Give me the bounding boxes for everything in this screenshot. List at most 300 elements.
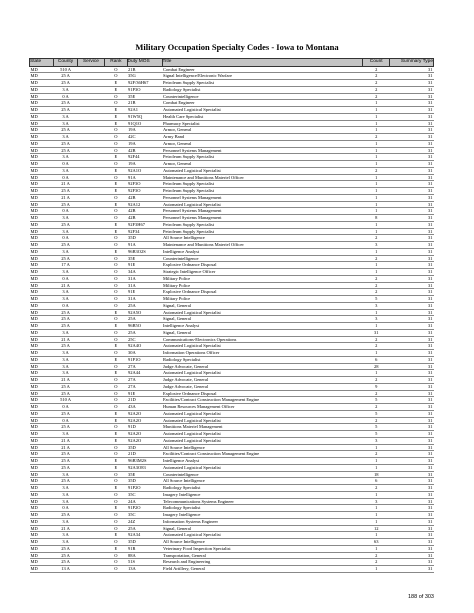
cell-title: Communications-Electronics Operations: [162, 336, 362, 343]
cell-service: [77, 282, 105, 289]
cell-rank: E: [105, 154, 127, 161]
cell-title: Intelligence Analyst: [162, 248, 362, 255]
column-header-county: County: [54, 59, 77, 67]
cell-service: [77, 86, 105, 93]
cell-count: 2: [362, 73, 390, 80]
cell-service: [77, 228, 105, 235]
cell-state: MD: [30, 498, 54, 505]
cell-title: Explosive Ordnance Disposal: [162, 390, 362, 397]
cell-count: 1: [362, 100, 390, 107]
cell-summary-type: 31: [390, 80, 434, 87]
table-row: [30, 491, 434, 498]
cell-service: [77, 329, 105, 336]
cell-duty-mos: 19A: [127, 127, 162, 134]
table-row: [30, 100, 434, 107]
table-row: [30, 140, 434, 147]
cell-duty-mos: 91P2O: [127, 485, 162, 492]
cell-service: [77, 505, 105, 512]
cell-title: Radiology Specialist: [162, 505, 362, 512]
table-row: [30, 161, 434, 168]
cell-duty-mos: 30A: [127, 350, 162, 357]
column-header-rank: Rank: [105, 59, 127, 67]
cell-title: Judge Advocate, General: [162, 383, 362, 390]
cell-duty-mos: 35D: [127, 478, 162, 485]
cell-state: MD: [30, 478, 54, 485]
cell-county: 3 A: [54, 532, 77, 539]
cell-state: MD: [30, 161, 54, 168]
cell-service: [77, 559, 105, 566]
table-row: [30, 485, 434, 492]
cell-county: 3 A: [54, 363, 77, 370]
cell-count: 1: [362, 491, 390, 498]
cell-count: 3: [362, 437, 390, 444]
cell-rank: O: [105, 208, 127, 215]
column-header-title: Title: [162, 59, 362, 67]
cell-state: MD: [30, 458, 54, 465]
cell-service: [77, 167, 105, 174]
cell-county: 510 A: [54, 66, 77, 73]
cell-county: 25 A: [54, 255, 77, 262]
cell-summary-type: 31: [390, 404, 434, 411]
cell-duty-mos: 92A2O: [127, 431, 162, 438]
cell-service: [77, 552, 105, 559]
cell-summary-type: 31: [390, 296, 434, 303]
cell-county: 3 A: [54, 154, 77, 161]
cell-service: [77, 66, 105, 73]
cell-duty-mos: 91W5Q: [127, 113, 162, 120]
cell-rank: E: [105, 356, 127, 363]
column-header-state: State: [30, 59, 54, 67]
table-row: [30, 80, 434, 87]
cell-summary-type: 31: [390, 302, 434, 309]
cell-service: [77, 208, 105, 215]
cell-summary-type: 31: [390, 491, 434, 498]
table-row: [30, 262, 434, 269]
cell-count: 1: [362, 161, 390, 168]
table-row: [30, 424, 434, 431]
table-row: [30, 545, 434, 552]
cell-duty-mos: 92A2O: [127, 410, 162, 417]
cell-county: 25 A: [54, 383, 77, 390]
table-row: [30, 417, 434, 424]
cell-state: MD: [30, 93, 54, 100]
table-row: [30, 525, 434, 532]
cell-rank: E: [105, 107, 127, 114]
cell-duty-mos: 21B: [127, 66, 162, 73]
cell-state: MD: [30, 437, 54, 444]
cell-count: 5: [362, 424, 390, 431]
cell-count: 2: [362, 167, 390, 174]
cell-summary-type: 31: [390, 113, 434, 120]
cell-count: 1: [362, 107, 390, 114]
cell-duty-mos: 92A1: [127, 107, 162, 114]
cell-service: [77, 417, 105, 424]
cell-duty-mos: 42C: [127, 134, 162, 141]
cell-state: MD: [30, 350, 54, 357]
cell-count: 31: [362, 329, 390, 336]
cell-rank: O: [105, 140, 127, 147]
cell-rank: O: [105, 363, 127, 370]
cell-rank: O: [105, 478, 127, 485]
cell-county: 25 A: [54, 316, 77, 323]
cell-count: 8: [362, 215, 390, 222]
cell-count: 5: [362, 296, 390, 303]
cell-summary-type: 31: [390, 559, 434, 566]
cell-county: 3 A: [54, 498, 77, 505]
cell-rank: E: [105, 431, 127, 438]
cell-county: 510 A: [54, 397, 77, 404]
cell-service: [77, 363, 105, 370]
cell-count: 2: [362, 417, 390, 424]
cell-state: MD: [30, 127, 54, 134]
cell-count: 2: [362, 282, 390, 289]
cell-state: MD: [30, 262, 54, 269]
cell-duty-mos: 91A: [127, 174, 162, 181]
cell-state: MD: [30, 316, 54, 323]
cell-rank: O: [105, 93, 127, 100]
cell-service: [77, 390, 105, 397]
table-row: [30, 316, 434, 323]
cell-rank: E: [105, 437, 127, 444]
cell-rank: O: [105, 134, 127, 141]
cell-duty-mos: 35E: [127, 93, 162, 100]
cell-county: 3 A: [54, 350, 77, 357]
cell-duty-mos: 92A5O: [127, 309, 162, 316]
cell-service: [77, 370, 105, 377]
cell-service: [77, 242, 105, 249]
table-row: [30, 208, 434, 215]
cell-duty-mos: 91E: [127, 390, 162, 397]
table-row: [30, 552, 434, 559]
cell-summary-type: 31: [390, 410, 434, 417]
table-row: [30, 458, 434, 465]
cell-summary-type: 31: [390, 221, 434, 228]
cell-title: Military Police: [162, 282, 362, 289]
cell-title: Pharmacy Specialist: [162, 120, 362, 127]
cell-rank: E: [105, 188, 127, 195]
cell-state: MD: [30, 424, 54, 431]
cell-duty-mos: 35D: [127, 539, 162, 546]
cell-count: 2: [362, 289, 390, 296]
cell-rank: O: [105, 397, 127, 404]
cell-summary-type: 31: [390, 363, 434, 370]
cell-service: [77, 201, 105, 208]
cell-summary-type: 31: [390, 370, 434, 377]
cell-duty-mos: 92A2O: [127, 417, 162, 424]
cell-county: 25 A: [54, 188, 77, 195]
cell-summary-type: 31: [390, 539, 434, 546]
cell-duty-mos: 35D: [127, 235, 162, 242]
cell-state: MD: [30, 302, 54, 309]
cell-duty-mos: 25A: [127, 329, 162, 336]
cell-count: 2: [362, 235, 390, 242]
cell-county: 25 A: [54, 458, 77, 465]
cell-title: Personnel Systems Management: [162, 194, 362, 201]
table-row: [30, 363, 434, 370]
table-row: [30, 147, 434, 154]
cell-summary-type: 31: [390, 235, 434, 242]
cell-title: Maintenance and Munitions Materiel Officer: [162, 174, 362, 181]
cell-state: MD: [30, 100, 54, 107]
cell-state: MD: [30, 539, 54, 546]
cell-title: Explosive Ordnance Disposal: [162, 262, 362, 269]
table-row: [30, 194, 434, 201]
cell-summary-type: 31: [390, 336, 434, 343]
cell-service: [77, 140, 105, 147]
cell-service: [77, 113, 105, 120]
cell-rank: O: [105, 161, 127, 168]
cell-state: MD: [30, 404, 54, 411]
cell-count: 1: [362, 464, 390, 471]
table-row: [30, 377, 434, 384]
cell-service: [77, 262, 105, 269]
cell-state: MD: [30, 154, 54, 161]
cell-duty-mos: 24A: [127, 498, 162, 505]
cell-title: Armor, General: [162, 140, 362, 147]
cell-count: 2: [362, 86, 390, 93]
cell-summary-type: 31: [390, 552, 434, 559]
table-row: [30, 383, 434, 390]
cell-count: 2: [362, 275, 390, 282]
cell-service: [77, 309, 105, 316]
cell-state: MD: [30, 194, 54, 201]
cell-state: MD: [30, 566, 54, 573]
table-row: [30, 282, 434, 289]
cell-county: 25 A: [54, 127, 77, 134]
cell-rank: O: [105, 127, 127, 134]
cell-duty-mos: 92A1O: [127, 167, 162, 174]
cell-state: MD: [30, 410, 54, 417]
cell-title: Radiology Specialist: [162, 356, 362, 363]
cell-county: 0 A: [54, 302, 77, 309]
cell-county: 3 A: [54, 431, 77, 438]
cell-state: MD: [30, 275, 54, 282]
cell-title: Combat Engineer: [162, 66, 362, 73]
cell-county: 25 A: [54, 559, 77, 566]
cell-count: 3: [362, 302, 390, 309]
cell-rank: O: [105, 525, 127, 532]
cell-summary-type: 31: [390, 167, 434, 174]
cell-service: [77, 397, 105, 404]
cell-title: Armor, General: [162, 161, 362, 168]
cell-count: 5: [362, 397, 390, 404]
cell-count: 5: [362, 410, 390, 417]
cell-summary-type: 31: [390, 383, 434, 390]
cell-title: Signal, General: [162, 316, 362, 323]
cell-state: MD: [30, 431, 54, 438]
cell-state: MD: [30, 532, 54, 539]
cell-title: Counterintelligence: [162, 471, 362, 478]
cell-duty-mos: 25C: [127, 336, 162, 343]
cell-title: Counterintelligence: [162, 93, 362, 100]
cell-count: 1: [362, 140, 390, 147]
cell-state: MD: [30, 329, 54, 336]
cell-summary-type: 31: [390, 248, 434, 255]
cell-state: MD: [30, 356, 54, 363]
table-row: [30, 471, 434, 478]
table-row: [30, 181, 434, 188]
cell-state: MD: [30, 242, 54, 249]
cell-summary-type: 31: [390, 377, 434, 384]
cell-duty-mos: 25A: [127, 525, 162, 532]
cell-count: 2: [362, 66, 390, 73]
cell-county: 25 A: [54, 107, 77, 114]
cell-service: [77, 100, 105, 107]
cell-state: MD: [30, 174, 54, 181]
cell-title: Explosive Ordnance Disposal: [162, 289, 362, 296]
cell-rank: O: [105, 383, 127, 390]
cell-title: Facilities/Contract Construction Management Engine: [162, 451, 362, 458]
cell-state: MD: [30, 471, 54, 478]
table-row: [30, 107, 434, 114]
cell-rank: E: [105, 464, 127, 471]
cell-rank: E: [105, 309, 127, 316]
table-row: [30, 289, 434, 296]
cell-service: [77, 518, 105, 525]
cell-count: 2: [362, 559, 390, 566]
table-row: [30, 242, 434, 249]
cell-summary-type: 31: [390, 255, 434, 262]
cell-rank: O: [105, 512, 127, 519]
cell-summary-type: 31: [390, 174, 434, 181]
cell-rank: O: [105, 235, 127, 242]
cell-county: 0 A: [54, 161, 77, 168]
cell-title: Imagery Intelligence: [162, 491, 362, 498]
cell-rank: O: [105, 518, 127, 525]
cell-service: [77, 343, 105, 350]
cell-state: MD: [30, 269, 54, 276]
cell-title: Petroleum Supply Specialist: [162, 228, 362, 235]
cell-duty-mos: 51S: [127, 559, 162, 566]
cell-rank: E: [105, 86, 127, 93]
cell-title: Automated Logistical Specialist: [162, 107, 362, 114]
cell-county: 3 A: [54, 289, 77, 296]
cell-count: 2: [362, 255, 390, 262]
cell-summary-type: 31: [390, 215, 434, 222]
cell-service: [77, 356, 105, 363]
cell-service: [77, 491, 105, 498]
cell-title: Army Band: [162, 134, 362, 141]
cell-title: Petroleum Supply Specialist: [162, 80, 362, 87]
cell-count: 1: [362, 518, 390, 525]
cell-title: Automated Logistical Specialist: [162, 464, 362, 471]
cell-state: MD: [30, 80, 54, 87]
header-row: [30, 59, 434, 67]
table-row: [30, 86, 434, 93]
cell-count: 1: [362, 201, 390, 208]
cell-summary-type: 31: [390, 289, 434, 296]
cell-state: MD: [30, 525, 54, 532]
cell-summary-type: 31: [390, 532, 434, 539]
cell-rank: E: [105, 80, 127, 87]
cell-service: [77, 350, 105, 357]
cell-county: 25 A: [54, 80, 77, 87]
cell-summary-type: 31: [390, 424, 434, 431]
table-row: [30, 498, 434, 505]
cell-service: [77, 221, 105, 228]
cell-summary-type: 31: [390, 147, 434, 154]
cell-title: Military Police: [162, 296, 362, 303]
cell-title: Signal Intelligence/Electronic Warfare: [162, 73, 362, 80]
cell-rank: O: [105, 289, 127, 296]
cell-county: 25 A: [54, 309, 77, 316]
cell-rank: O: [105, 444, 127, 451]
cell-title: Automated Logistical Specialist: [162, 532, 362, 539]
cell-service: [77, 80, 105, 87]
cell-county: 0 A: [54, 235, 77, 242]
cell-rank: O: [105, 194, 127, 201]
cell-title: Intelligence Analyst: [162, 458, 362, 465]
cell-rank: O: [105, 316, 127, 323]
cell-rank: O: [105, 282, 127, 289]
cell-count: 2: [362, 134, 390, 141]
table-row: [30, 221, 434, 228]
table-row: [30, 269, 434, 276]
cell-summary-type: 31: [390, 140, 434, 147]
cell-summary-type: 31: [390, 464, 434, 471]
cell-state: MD: [30, 518, 54, 525]
cell-duty-mos: 92A3O83: [127, 464, 162, 471]
cell-service: [77, 539, 105, 546]
cell-title: Military Police: [162, 275, 362, 282]
cell-state: MD: [30, 208, 54, 215]
cell-count: 1: [362, 370, 390, 377]
cell-service: [77, 485, 105, 492]
cell-county: 25 A: [54, 410, 77, 417]
cell-summary-type: 31: [390, 458, 434, 465]
cell-service: [77, 323, 105, 330]
cell-count: 1: [362, 444, 390, 451]
cell-county: 25 A: [54, 545, 77, 552]
table-row: [30, 215, 434, 222]
cell-summary-type: 31: [390, 471, 434, 478]
cell-title: Radiology Specialist: [162, 86, 362, 93]
cell-duty-mos: 27A: [127, 363, 162, 370]
cell-duty-mos: 35C: [127, 512, 162, 519]
cell-county: 3 A: [54, 269, 77, 276]
cell-title: Automated Logistical Specialist: [162, 201, 362, 208]
cell-rank: E: [105, 417, 127, 424]
cell-service: [77, 248, 105, 255]
cell-state: MD: [30, 147, 54, 154]
cell-duty-mos: 35E: [127, 255, 162, 262]
cell-duty-mos: 92A44: [127, 370, 162, 377]
cell-duty-mos: 42B: [127, 147, 162, 154]
cell-state: MD: [30, 505, 54, 512]
table-row: [30, 309, 434, 316]
cell-state: MD: [30, 451, 54, 458]
cell-county: 3 A: [54, 167, 77, 174]
cell-county: 25 A: [54, 147, 77, 154]
cell-count: 2: [362, 390, 390, 397]
cell-duty-mos: 91E: [127, 262, 162, 269]
table-row: [30, 323, 434, 330]
column-header-duty-mos: Duty MOS: [127, 59, 162, 67]
cell-rank: E: [105, 532, 127, 539]
table-row: [30, 350, 434, 357]
cell-summary-type: 31: [390, 309, 434, 316]
cell-state: MD: [30, 66, 54, 73]
cell-count: 2: [362, 336, 390, 343]
cell-count: 5: [362, 431, 390, 438]
cell-count: 1: [362, 566, 390, 573]
cell-duty-mos: 21B: [127, 100, 162, 107]
cell-title: Automated Logistical Specialist: [162, 370, 362, 377]
cell-state: MD: [30, 255, 54, 262]
cell-count: 12: [362, 525, 390, 532]
cell-count: 1: [362, 113, 390, 120]
cell-rank: O: [105, 451, 127, 458]
